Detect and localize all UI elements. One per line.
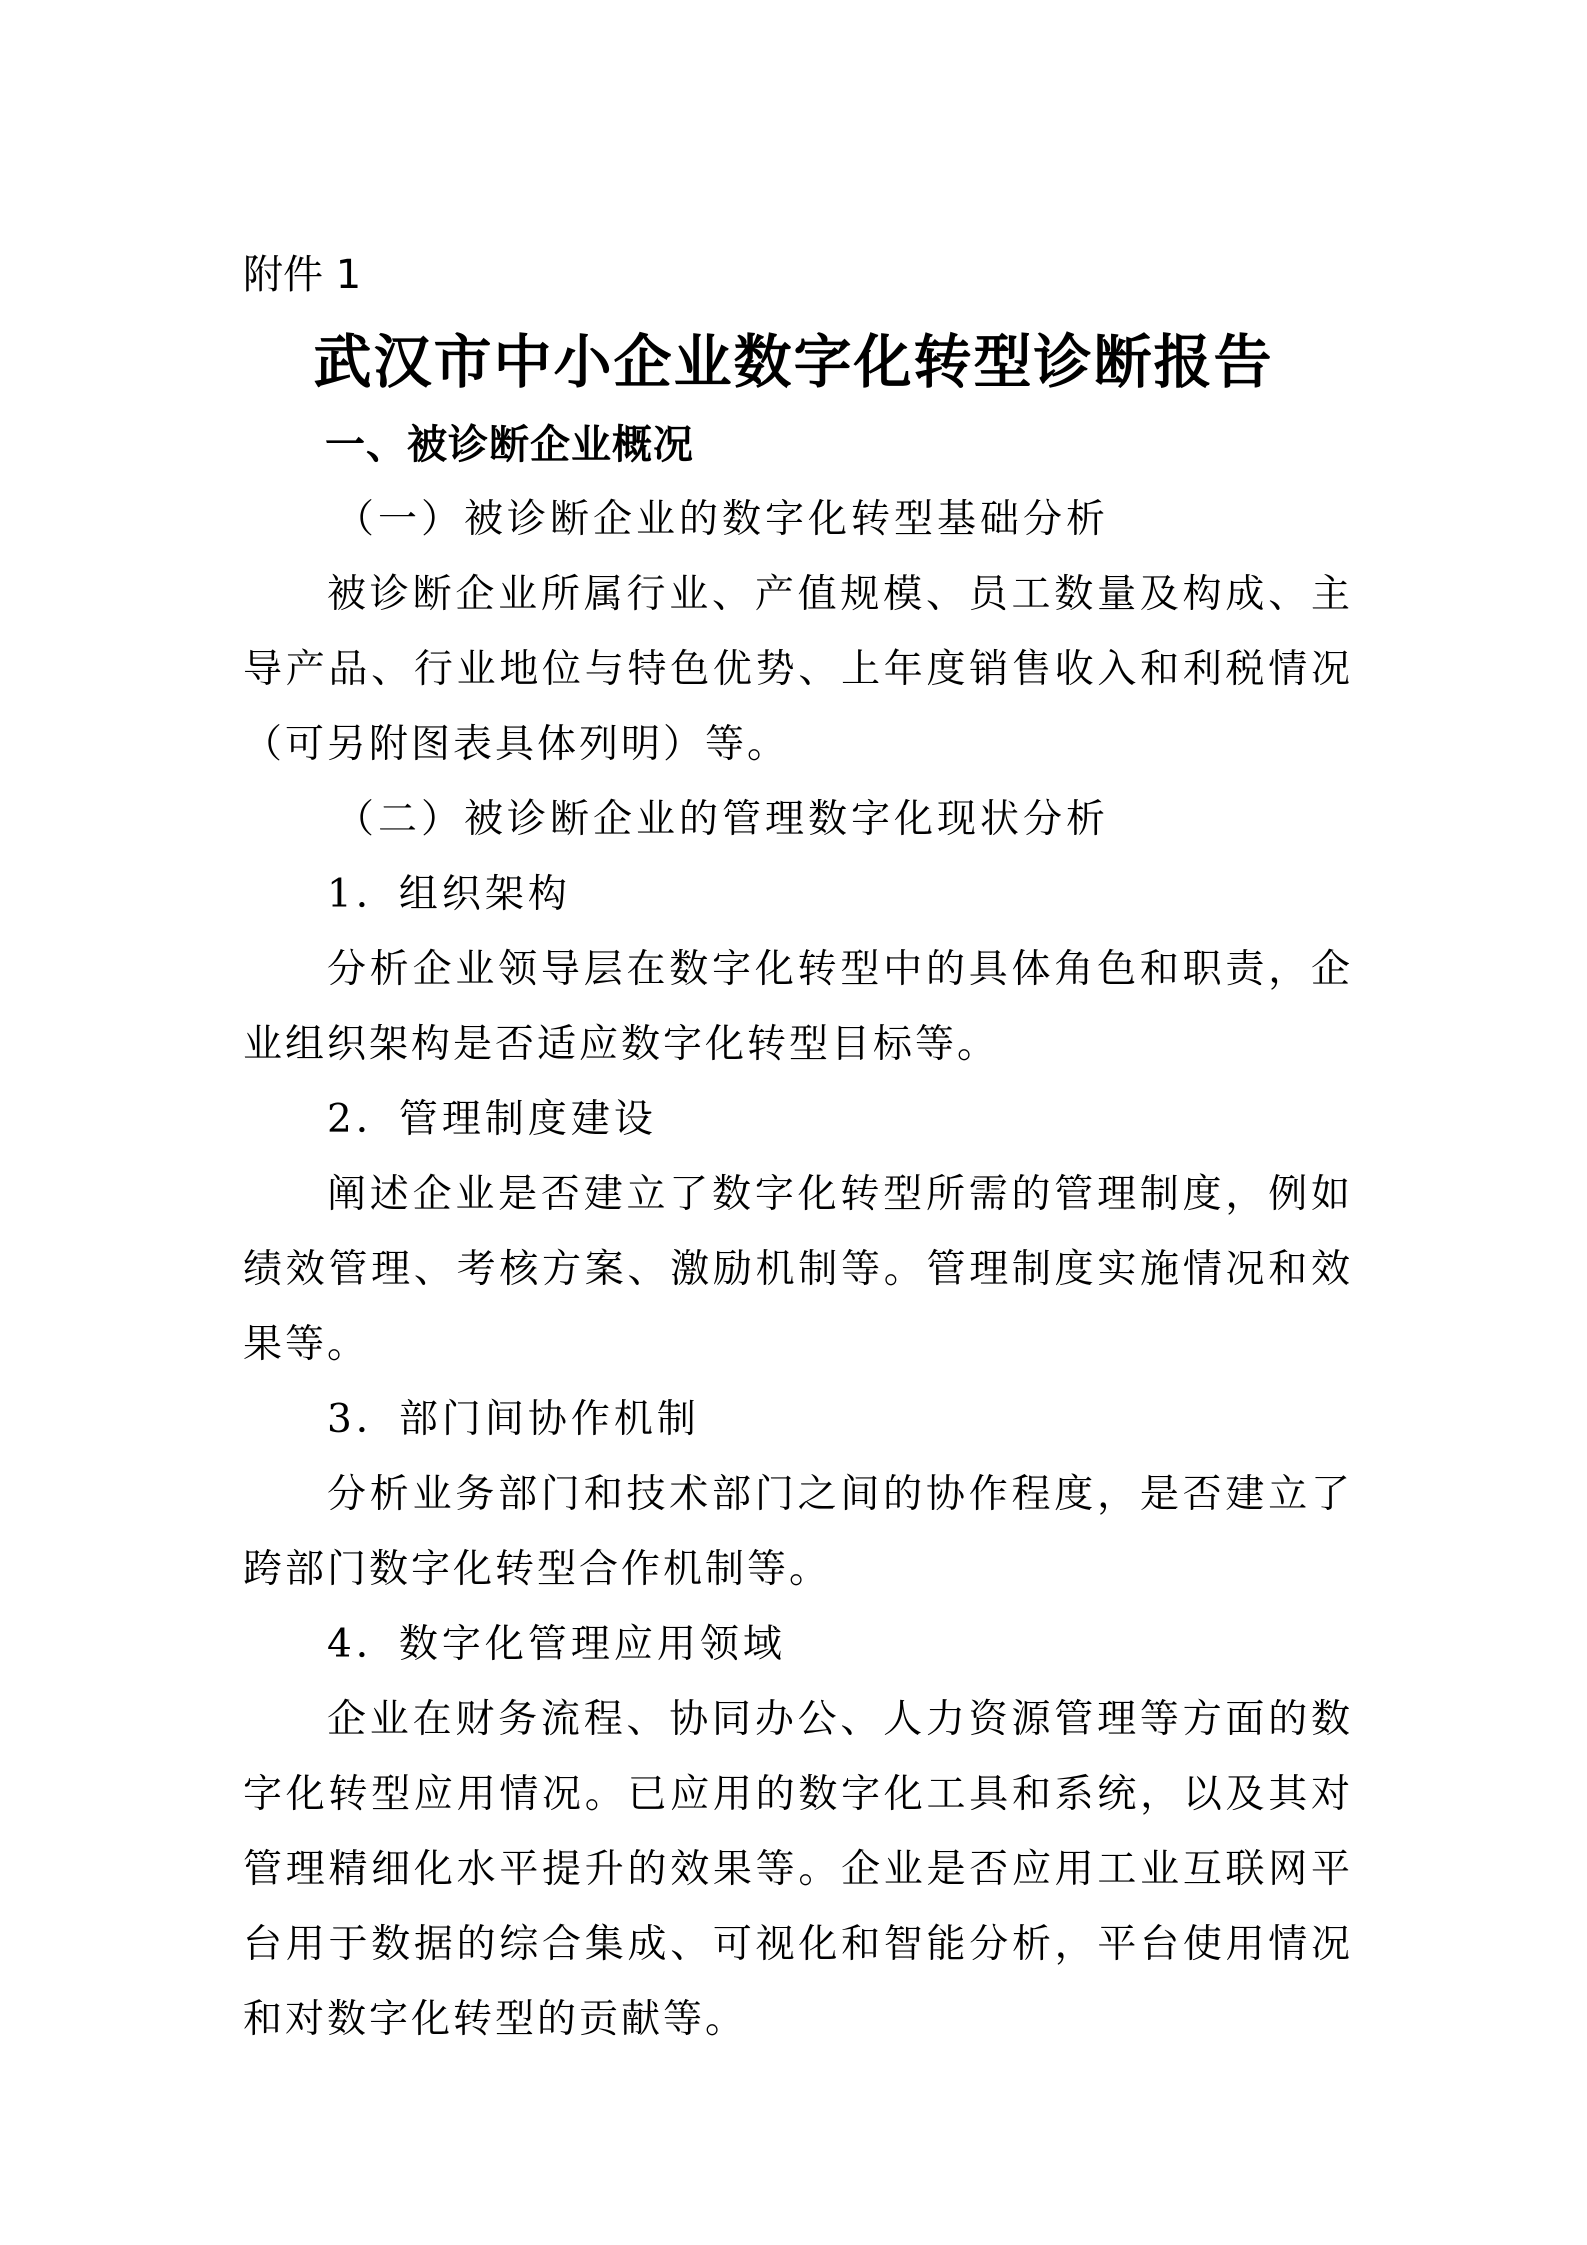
item-heading-organization: 1．组织架构: [327, 872, 571, 917]
item-heading-management-system: 2．管理制度建设: [327, 1097, 657, 1142]
paragraph-management-system: 阐述企业是否建立了数字化转型所需的管理制度，例如绩效管理、考核方案、激励机制等。管理制度实施情况和效果等。: [243, 1172, 1353, 1367]
item-heading-collaboration: 3．部门间协作机制: [327, 1397, 700, 1442]
paragraph-foundation: 被诊断企业所属行业、产值规模、员工数量及构成、主导产品、行业地位与特色优势、上年度销售收入和利税情况（可另附图表具体列明）等。: [243, 572, 1353, 767]
paragraph-organization: 分析企业领导层在数字化转型中的具体角色和职责，企业组织架构是否适应数字化转型目标等。: [243, 947, 1353, 1067]
document-body: [243, 415, 1353, 2065]
subsection-heading-management: （二）被诊断企业的管理数字化现状分析: [335, 797, 1110, 842]
attachment-label: 附件 1: [243, 252, 362, 298]
paragraph-collaboration: 分析业务部门和技术部门之间的协作程度，是否建立了跨部门数字化转型合作机制等。: [243, 1472, 1353, 1592]
item-heading-digital-application: 4．数字化管理应用领域: [327, 1622, 786, 1667]
subsection-heading-foundation: （一）被诊断企业的数字化转型基础分析: [335, 497, 1110, 542]
section-heading-overview: 一、被诊断企业概况: [325, 422, 694, 468]
page-title: 武汉市中小企业数字化转型诊断报告: [313, 328, 1274, 396]
paragraph-digital-application: 企业在财务流程、协同办公、人力资源管理等方面的数字化转型应用情况。已应用的数字化工具和系统，以及其对管理精细化水平提升的效果等。企业是否应用工业互联网平台用于数据的综合集成、可视化和智能分析，平台使用情况和对数字化转型的贡献等。: [243, 1697, 1353, 2042]
